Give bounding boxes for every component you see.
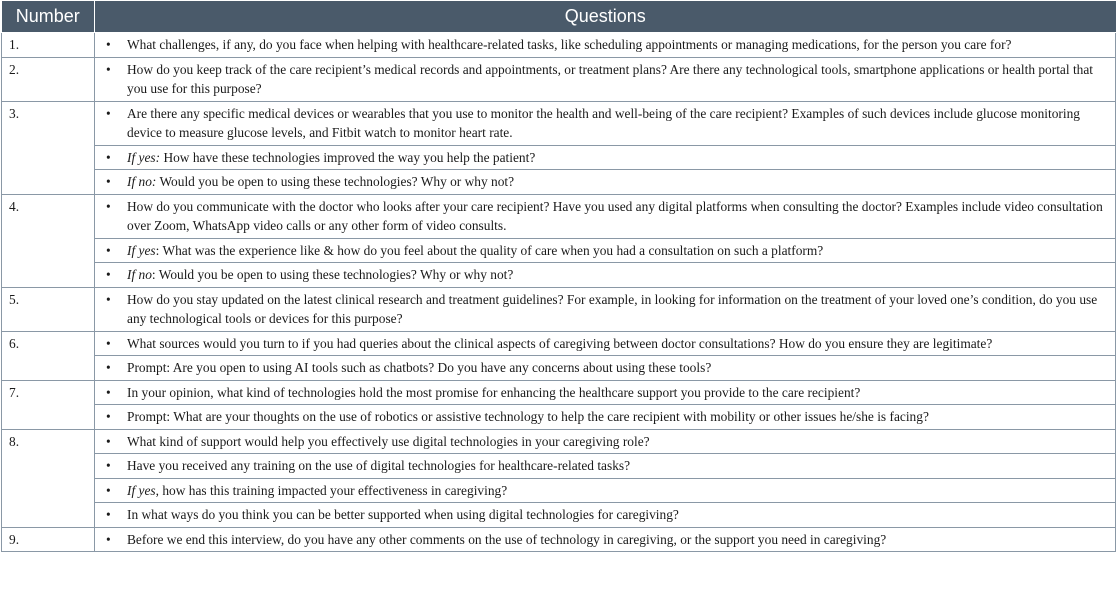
question-cell [95,331,1116,356]
bullet-icon: • [106,174,111,189]
question-body: : Would you be open to using these technologies? Why or why not? [151,267,514,282]
bullet-icon: • [106,507,111,522]
question-cell [95,405,1116,430]
table-row [2,405,1116,430]
table-row [2,503,1116,528]
question-body: In your opinion, what kind of technologies hold the most promise for enhancing the healthcare support you provide to the care recipient? [127,384,861,400]
question-text [127,241,1107,261]
row-number: 1. [2,33,95,58]
condition-prefix: If yes: [127,149,161,165]
question-text [127,290,1107,329]
table-row [2,454,1116,479]
question-text [127,456,1107,476]
question-body: What kind of support would help you effectively use digital technologies in your caregiving role? [127,433,650,449]
table-row [2,33,1116,58]
question-body: How do you stay updated on the latest clinical research and treatment guidelines? For example, in looking for information on the treatment of your loved one’s condition, do you use any technological tools or devices for this purpose? [127,291,1098,326]
question-cell [95,356,1116,381]
question-cell [95,238,1116,263]
bullet-icon: • [106,242,111,258]
table-body [2,33,1116,552]
condition-prefix: If no: [127,174,157,189]
bullet-icon: • [106,335,111,351]
table-row [2,380,1116,405]
table-row [2,263,1116,288]
table-row [2,145,1116,170]
question-text [127,104,1107,143]
header-questions: Questions [95,1,1116,33]
question-body: How do you communicate with the doctor who looks after your care recipient? Have you used any digital platforms when consulting the doctor? Examples include video consultation over Zoom, WhatsApp video calls or any other form of video consults. [127,198,1103,233]
question-text [127,172,1107,192]
question-text [127,505,1107,525]
question-body: : What was the experience like & how do you feel about the quality of care when you had a consultation on such a platform? [155,242,824,258]
question-body: What sources would you turn to if you had queries about the clinical aspects of caregiving between doctor consultations? How do you ensure they are legitimate? [127,335,993,351]
question-cell [95,194,1116,238]
question-text [127,60,1107,99]
table-row [2,356,1116,381]
row-number: 7. [2,380,95,429]
question-cell [95,380,1116,405]
row-number: 6. [2,331,95,380]
bullet-icon: • [106,433,111,449]
question-text [127,265,1107,285]
question-body: Are there any specific medical devices or wearables that you use to monitor the health and well-being of the care recipient? Examples of such devices include glucose monitoring device to measure glucose levels, and Fitbit watch to monitor heart rate. [127,105,1080,140]
question-cell [95,263,1116,288]
row-number: 2. [2,57,95,101]
row-number: 5. [2,287,95,331]
bullet-icon: • [106,61,111,77]
bullet-icon: • [106,482,111,498]
question-text [127,407,1107,427]
table-row [2,478,1116,503]
question-body: In what ways do you think you can be better supported when using digital technologies for caregiving? [127,507,679,522]
interview-questions-table [1,1,1116,552]
question-cell [95,101,1116,145]
question-cell [95,429,1116,454]
table-row [2,527,1116,552]
question-cell [95,287,1116,331]
question-text [127,334,1107,354]
question-body: Prompt: Are you open to using AI tools such as chatbots? Do you have any concerns about using these tools? [127,360,712,375]
row-number: 3. [2,101,95,194]
question-body: Prompt: What are your thoughts on the use of robotics or assistive technology to help the care recipient with mobility or other issues he/she is facing? [127,409,929,424]
bullet-icon: • [106,360,111,375]
bullet-icon: • [106,409,111,424]
question-text [127,530,1107,550]
table-row [2,194,1116,238]
question-cell [95,454,1116,479]
question-text [127,148,1107,168]
table-row [2,429,1116,454]
question-cell [95,170,1116,195]
bullet-icon: • [106,458,111,473]
header-number: Number [2,1,95,33]
question-text [127,358,1107,378]
bullet-icon: • [106,198,111,214]
question-text [127,481,1107,501]
bullet-icon: • [106,531,111,547]
question-body: How have these technologies improved the way you help the patient? [160,149,536,165]
bullet-icon: • [106,105,111,121]
question-body: What challenges, if any, do you face when helping with healthcare-related tasks, like scheduling appointments or managing medications, for the person you care for? [127,37,1012,52]
question-body: Would you be open to using these technologies? Why or why not? [156,174,515,189]
question-cell [95,145,1116,170]
question-text [127,383,1107,403]
row-number: 8. [2,429,95,527]
question-body: How do you keep track of the care recipient’s medical records and appointments, or treatment plans? Are there any technological tools, smartphone applications or health portal that you use for this purpose? [127,61,1094,96]
row-number: 4. [2,194,95,287]
table-row [2,331,1116,356]
question-text [127,35,1107,55]
row-number: 9. [2,527,95,552]
bullet-icon: • [106,149,111,165]
question-cell [95,527,1116,552]
bullet-icon: • [106,37,111,52]
table-row [2,238,1116,263]
table-row [2,287,1116,331]
table-row [2,57,1116,101]
question-text [127,197,1107,236]
condition-prefix: If yes [127,242,156,258]
table-row [2,170,1116,195]
question-body: Before we end this interview, do you have any other comments on the use of technology in caregiving, or the support you need in caregiving? [127,531,887,547]
bullet-icon: • [106,291,111,307]
bullet-icon: • [106,384,111,400]
table-row [2,101,1116,145]
bullet-icon: • [106,267,111,282]
condition-prefix: If yes [127,482,156,498]
condition-prefix: If no [127,267,152,282]
question-text [127,432,1107,452]
question-cell [95,478,1116,503]
question-cell [95,33,1116,58]
header-row [2,1,1116,33]
question-body: Have you received any training on the use of digital technologies for healthcare-related tasks? [127,458,631,473]
question-cell [95,503,1116,528]
question-body: , how has this training impacted your effectiveness in caregiving? [155,482,508,498]
question-cell [95,57,1116,101]
